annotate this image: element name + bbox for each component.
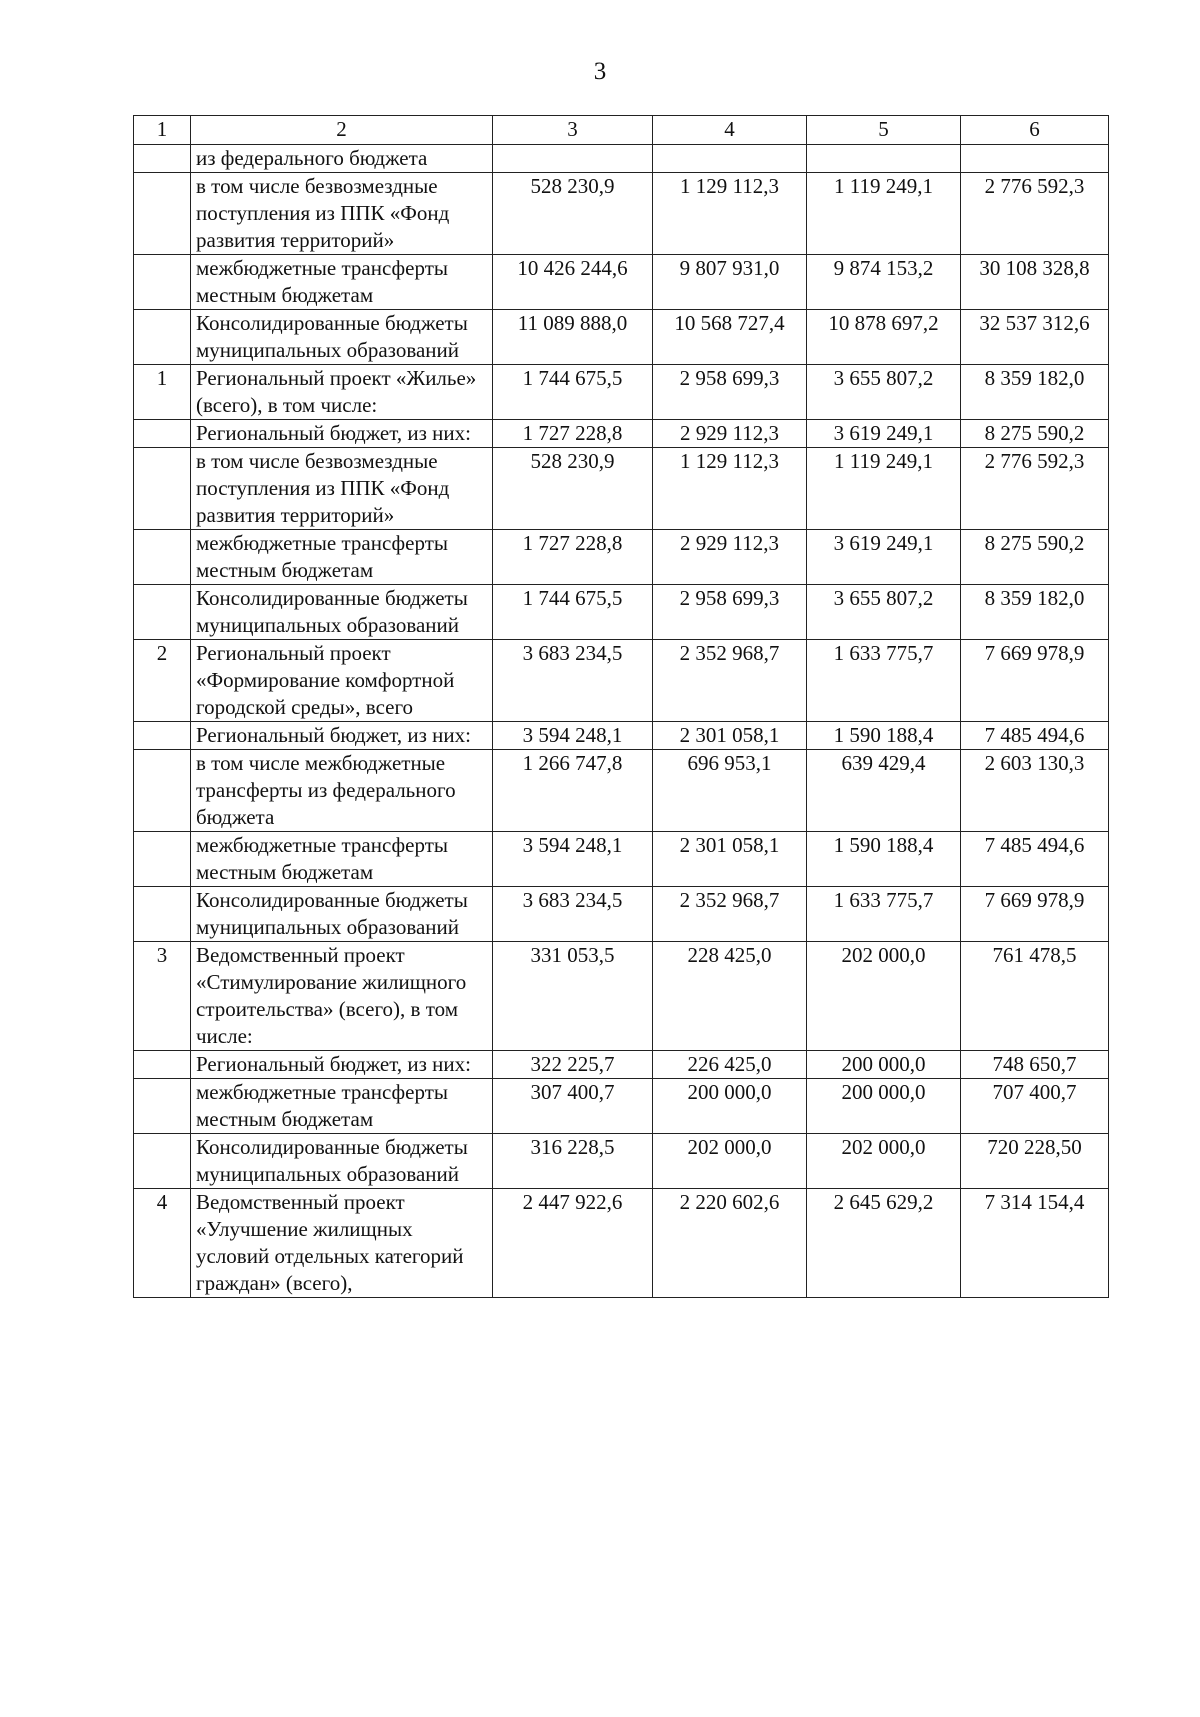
- table-row: [134, 310, 1109, 365]
- value-cell-col-5: 639 429,4: [807, 750, 961, 832]
- table-row: [134, 750, 1109, 832]
- value-cell-col-4: 202 000,0: [653, 1134, 807, 1189]
- value-cell-col-4: 2 352 968,7: [653, 887, 807, 942]
- value-cell-col-3: 3 594 248,1: [493, 832, 653, 887]
- row-number-cell: [134, 1051, 191, 1079]
- header-cell-4: 4: [653, 116, 807, 145]
- value-cell-col-6: 8 359 182,0: [961, 585, 1109, 640]
- row-label-cell: межбюджетные трансферты местным бюджетам: [191, 530, 493, 585]
- row-label-cell: межбюджетные трансферты местным бюджетам: [191, 255, 493, 310]
- budget-table: [133, 115, 1109, 1298]
- table-row: [134, 173, 1109, 255]
- value-cell-col-4: 696 953,1: [653, 750, 807, 832]
- value-cell-col-4: 2 958 699,3: [653, 365, 807, 420]
- row-label-cell: межбюджетные трансферты местным бюджетам: [191, 1079, 493, 1134]
- value-cell-col-3: 307 400,7: [493, 1079, 653, 1134]
- value-cell-col-3: 11 089 888,0: [493, 310, 653, 365]
- row-number-cell: [134, 887, 191, 942]
- value-cell-col-4: 228 425,0: [653, 942, 807, 1051]
- row-number-cell: [134, 750, 191, 832]
- value-cell-col-5: 202 000,0: [807, 942, 961, 1051]
- table-row: [134, 1079, 1109, 1134]
- value-cell-col-6: 8 359 182,0: [961, 365, 1109, 420]
- row-label-cell: Региональный бюджет, из них:: [191, 1051, 493, 1079]
- value-cell-col-5: 3 655 807,2: [807, 365, 961, 420]
- value-cell-col-4: [653, 145, 807, 173]
- row-label-cell: в том числе межбюджетные трансферты из федерального бюджета: [191, 750, 493, 832]
- value-cell-col-6: 2 776 592,3: [961, 448, 1109, 530]
- table-row: [134, 1134, 1109, 1189]
- row-number-cell: [134, 585, 191, 640]
- header-cell-6: 6: [961, 116, 1109, 145]
- value-cell-col-6: 8 275 590,2: [961, 420, 1109, 448]
- table-row: [134, 887, 1109, 942]
- value-cell-col-5: 1 633 775,7: [807, 640, 961, 722]
- table-row: [134, 832, 1109, 887]
- row-number-cell: [134, 832, 191, 887]
- value-cell-col-5: [807, 145, 961, 173]
- value-cell-col-6: 30 108 328,8: [961, 255, 1109, 310]
- value-cell-col-5: 3 655 807,2: [807, 585, 961, 640]
- value-cell-col-5: 9 874 153,2: [807, 255, 961, 310]
- value-cell-col-3: 3 683 234,5: [493, 887, 653, 942]
- row-label-cell: Региональный проект «Жилье» (всего), в том числе:: [191, 365, 493, 420]
- value-cell-col-4: 2 301 058,1: [653, 722, 807, 750]
- row-label-cell: Ведомственный проект «Улучшение жилищных условий отдельных категорий граждан» (всего),: [191, 1189, 493, 1298]
- header-cell-3: 3: [493, 116, 653, 145]
- value-cell-col-4: 2 301 058,1: [653, 832, 807, 887]
- value-cell-col-5: 10 878 697,2: [807, 310, 961, 365]
- value-cell-col-4: 2 929 112,3: [653, 420, 807, 448]
- value-cell-col-3: 1 744 675,5: [493, 365, 653, 420]
- value-cell-col-6: 720 228,50: [961, 1134, 1109, 1189]
- value-cell-col-5: 1 119 249,1: [807, 173, 961, 255]
- value-cell-col-6: 707 400,7: [961, 1079, 1109, 1134]
- value-cell-col-5: 3 619 249,1: [807, 420, 961, 448]
- value-cell-col-6: 2 776 592,3: [961, 173, 1109, 255]
- header-cell-2: 2: [191, 116, 493, 145]
- row-number-cell: [134, 173, 191, 255]
- table-row: [134, 365, 1109, 420]
- value-cell-col-5: 200 000,0: [807, 1079, 961, 1134]
- row-label-cell: из федерального бюджета: [191, 145, 493, 173]
- row-number-cell: [134, 530, 191, 585]
- row-number-cell: [134, 722, 191, 750]
- row-label-cell: Региональный проект «Формирование комфортной городской среды», всего: [191, 640, 493, 722]
- table-row: [134, 255, 1109, 310]
- table-row: [134, 722, 1109, 750]
- value-cell-col-3: 331 053,5: [493, 942, 653, 1051]
- value-cell-col-3: 2 447 922,6: [493, 1189, 653, 1298]
- value-cell-col-6: 7 669 978,9: [961, 640, 1109, 722]
- row-label-cell: Консолидированные бюджеты муниципальных образований: [191, 310, 493, 365]
- value-cell-col-4: 2 958 699,3: [653, 585, 807, 640]
- value-cell-col-3: 316 228,5: [493, 1134, 653, 1189]
- table-row: [134, 448, 1109, 530]
- value-cell-col-3: 528 230,9: [493, 173, 653, 255]
- value-cell-col-4: 1 129 112,3: [653, 448, 807, 530]
- value-cell-col-5: 200 000,0: [807, 1051, 961, 1079]
- table-row: [134, 530, 1109, 585]
- value-cell-col-3: 3 683 234,5: [493, 640, 653, 722]
- value-cell-col-6: 8 275 590,2: [961, 530, 1109, 585]
- value-cell-col-6: [961, 145, 1109, 173]
- table-row: [134, 942, 1109, 1051]
- value-cell-col-4: 2 220 602,6: [653, 1189, 807, 1298]
- header-cell-5: 5: [807, 116, 961, 145]
- row-label-cell: Ведомственный проект «Стимулирование жилищного строительства» (всего), в том числе:: [191, 942, 493, 1051]
- row-label-cell: Консолидированные бюджеты муниципальных образований: [191, 887, 493, 942]
- row-number-cell: [134, 1134, 191, 1189]
- value-cell-col-4: 9 807 931,0: [653, 255, 807, 310]
- table-body: [134, 145, 1109, 1298]
- value-cell-col-6: 7 669 978,9: [961, 887, 1109, 942]
- value-cell-col-4: 2 929 112,3: [653, 530, 807, 585]
- row-label-cell: Консолидированные бюджеты муниципальных образований: [191, 585, 493, 640]
- value-cell-col-4: 10 568 727,4: [653, 310, 807, 365]
- row-label-cell: Региональный бюджет, из них:: [191, 722, 493, 750]
- value-cell-col-5: 1 119 249,1: [807, 448, 961, 530]
- row-label-cell: Региональный бюджет, из них:: [191, 420, 493, 448]
- value-cell-col-3: 1 727 228,8: [493, 420, 653, 448]
- value-cell-col-5: 1 590 188,4: [807, 722, 961, 750]
- value-cell-col-6: 7 485 494,6: [961, 832, 1109, 887]
- value-cell-col-5: 3 619 249,1: [807, 530, 961, 585]
- page-number: 3: [593, 58, 607, 85]
- value-cell-col-3: 322 225,7: [493, 1051, 653, 1079]
- value-cell-col-4: 226 425,0: [653, 1051, 807, 1079]
- table-row: [134, 145, 1109, 173]
- value-cell-col-6: 32 537 312,6: [961, 310, 1109, 365]
- value-cell-col-3: 1 744 675,5: [493, 585, 653, 640]
- table-row: [134, 585, 1109, 640]
- row-number-cell: 1: [134, 365, 191, 420]
- row-number-cell: [134, 255, 191, 310]
- table-row: [134, 1051, 1109, 1079]
- value-cell-col-3: 10 426 244,6: [493, 255, 653, 310]
- row-number-cell: 4: [134, 1189, 191, 1298]
- row-number-cell: 3: [134, 942, 191, 1051]
- row-label-cell: Консолидированные бюджеты муниципальных образований: [191, 1134, 493, 1189]
- header-cell-1: 1: [134, 116, 191, 145]
- value-cell-col-3: 1 727 228,8: [493, 530, 653, 585]
- row-label-cell: межбюджетные трансферты местным бюджетам: [191, 832, 493, 887]
- row-number-cell: [134, 420, 191, 448]
- table-header-row: [134, 116, 1109, 145]
- value-cell-col-4: 1 129 112,3: [653, 173, 807, 255]
- value-cell-col-5: 1 590 188,4: [807, 832, 961, 887]
- row-label-cell: в том числе безвозмездные поступления из ППК «Фонд развития территорий»: [191, 448, 493, 530]
- value-cell-col-3: 528 230,9: [493, 448, 653, 530]
- value-cell-col-6: 761 478,5: [961, 942, 1109, 1051]
- value-cell-col-5: 2 645 629,2: [807, 1189, 961, 1298]
- value-cell-col-6: 748 650,7: [961, 1051, 1109, 1079]
- row-number-cell: 2: [134, 640, 191, 722]
- table-row: [134, 420, 1109, 448]
- value-cell-col-5: 1 633 775,7: [807, 887, 961, 942]
- value-cell-col-6: 2 603 130,3: [961, 750, 1109, 832]
- value-cell-col-5: 202 000,0: [807, 1134, 961, 1189]
- row-number-cell: [134, 310, 191, 365]
- value-cell-col-3: [493, 145, 653, 173]
- table-row: [134, 640, 1109, 722]
- value-cell-col-4: 200 000,0: [653, 1079, 807, 1134]
- value-cell-col-4: 2 352 968,7: [653, 640, 807, 722]
- value-cell-col-3: 3 594 248,1: [493, 722, 653, 750]
- row-number-cell: [134, 145, 191, 173]
- value-cell-col-3: 1 266 747,8: [493, 750, 653, 832]
- row-number-cell: [134, 448, 191, 530]
- table-row: [134, 1189, 1109, 1298]
- row-label-cell: в том числе безвозмездные поступления из ППК «Фонд развития территорий»: [191, 173, 493, 255]
- value-cell-col-6: 7 485 494,6: [961, 722, 1109, 750]
- value-cell-col-6: 7 314 154,4: [961, 1189, 1109, 1298]
- row-number-cell: [134, 1079, 191, 1134]
